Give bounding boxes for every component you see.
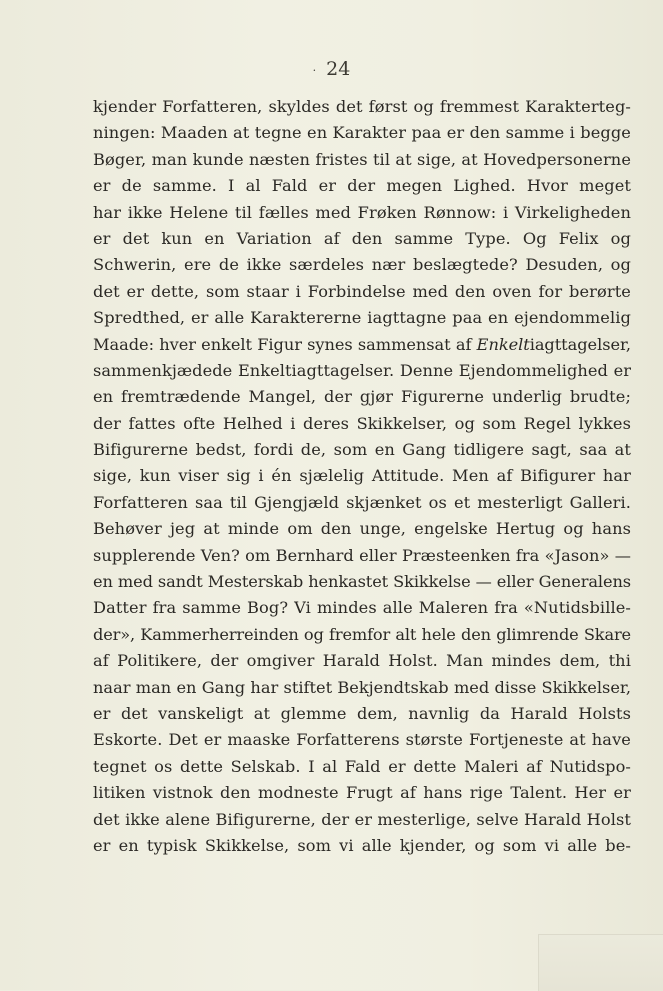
- text-line: [93, 94, 631, 120]
- text-line: [93, 727, 631, 753]
- page-number-text: 24: [326, 58, 351, 80]
- text-segment: Datter fra samme Bog? Vi mindes alle Maleren fra «Nutidsbille-: [93, 598, 631, 618]
- text-segment: litiken vistnok den modneste Frugt af hans rige Talent. Her er: [93, 783, 631, 803]
- text-line: [93, 252, 631, 278]
- text-line: [93, 595, 631, 621]
- text-segment: sige, kun viser sig i én sjælelig Attitude. Men af Bifigurer har: [93, 466, 631, 486]
- text-segment: det er dette, som staar i Forbindelse med den oven for berørte: [93, 281, 631, 301]
- text-segment: sammenkjædede Enkeltiagttagelser. Denne Ejendommelighed er: [93, 360, 631, 380]
- text-line: [93, 411, 631, 437]
- text-line: [93, 279, 631, 305]
- text-line: [93, 516, 631, 542]
- text-segment: Spredthed, er alle Karaktererne iagttagne paa en ejendommelig: [93, 308, 631, 328]
- text-line: [93, 807, 631, 833]
- text-line: [93, 173, 631, 199]
- text-line: [93, 543, 631, 569]
- text-segment: Bifigurerne bedst, fordi de, som en Gang tidligere sagt, saa at: [93, 440, 631, 460]
- text-line: [93, 463, 631, 489]
- text-line: [93, 569, 631, 595]
- text-segment: en fremtrædende Mangel, der gjør Figurerne underlig brudte;: [93, 387, 631, 407]
- text-segment: Behøver jeg at minde om den unge, engelske Hertug og hans: [93, 519, 631, 539]
- text-line: [93, 833, 631, 859]
- text-segment: Schwerin, ere de ikke særdeles nær beslægtede? Desuden, og: [93, 255, 631, 275]
- text-segment: er en typisk Skikkelse, som vi alle kjender, og som vi alle be-: [93, 835, 631, 855]
- text-segment: en med sandt Mesterskab henkastet Skikkelse — eller Generalens: [93, 572, 631, 592]
- text-segment: supplerende Ven? om Bernhard eller Præsteenken fra «Jason» —: [93, 545, 631, 565]
- text-line: [93, 200, 631, 226]
- text-segment: kjender Forfatteren, skyldes det først og fremmest Karakterteg-: [93, 97, 631, 116]
- body-text: [93, 94, 631, 859]
- text-line: [93, 305, 631, 331]
- text-segment: Bøger, man kunde næsten fristes til at sige, at Hovedpersonerne: [93, 149, 631, 169]
- text-segment: iagttagelser,: [529, 334, 631, 354]
- text-segment: der», Kammerherreinden og fremfor alt hele den glimrende Skare: [93, 624, 631, 644]
- text-line: [93, 701, 631, 727]
- text-segment: har ikke Helene til fælles med Frøken Rønnow: i Virkeligheden: [93, 202, 631, 222]
- text-segment: tegnet os dette Selskab. I al Fald er dette Maleri af Nutidspo-: [93, 756, 631, 776]
- text-segment: der fattes ofte Helhed i deres Skikkelser, og som Regel lykkes: [93, 413, 631, 433]
- text-line: [93, 226, 631, 252]
- text-segment: Maade: hver enkelt Figur synes sammensat af: [93, 334, 477, 354]
- text-line: [93, 622, 631, 648]
- paper-corner-fold: [538, 934, 663, 991]
- text-segment: Eskorte. Det er maaske Forfatterens største Fortjeneste at have: [93, 730, 631, 750]
- text-line: [93, 120, 631, 146]
- text-segment: Forfatteren saa til Gjengjæld skjænket os et mesterligt Galleri.: [93, 492, 631, 512]
- text-segment: er de samme. I al Fald er der megen Lighed. Hvor meget: [93, 176, 631, 196]
- text-segment: naar man en Gang har stiftet Bekjendtskab med disse Skikkelser,: [93, 677, 631, 697]
- text-line: [93, 780, 631, 806]
- text-line: [93, 147, 631, 173]
- page-number-dot: ·: [312, 63, 317, 77]
- text-segment: det ikke alene Bifigurerne, der er mesterlige, selve Harald Holst: [93, 809, 631, 829]
- text-line: [93, 384, 631, 410]
- page-number: [0, 58, 663, 80]
- text-segment: er det kun en Variation af den samme Type. Og Felix og: [93, 228, 631, 248]
- text-line: [93, 332, 631, 358]
- text-segment: af Politikere, der omgiver Harald Holst. Man mindes dem, thi: [93, 651, 631, 671]
- text-line: [93, 648, 631, 674]
- text-line: [93, 358, 631, 384]
- text-line: [93, 675, 631, 701]
- text-segment: er det vanskeligt at glemme dem, navnlig da Harald Holsts: [93, 703, 631, 723]
- text-line: [93, 490, 631, 516]
- text-segment: ningen: Maaden at tegne en Karakter paa er den samme i begge: [93, 123, 631, 143]
- text-line: [93, 437, 631, 463]
- text-line: [93, 754, 631, 780]
- italic-text: Enkelt: [476, 334, 530, 354]
